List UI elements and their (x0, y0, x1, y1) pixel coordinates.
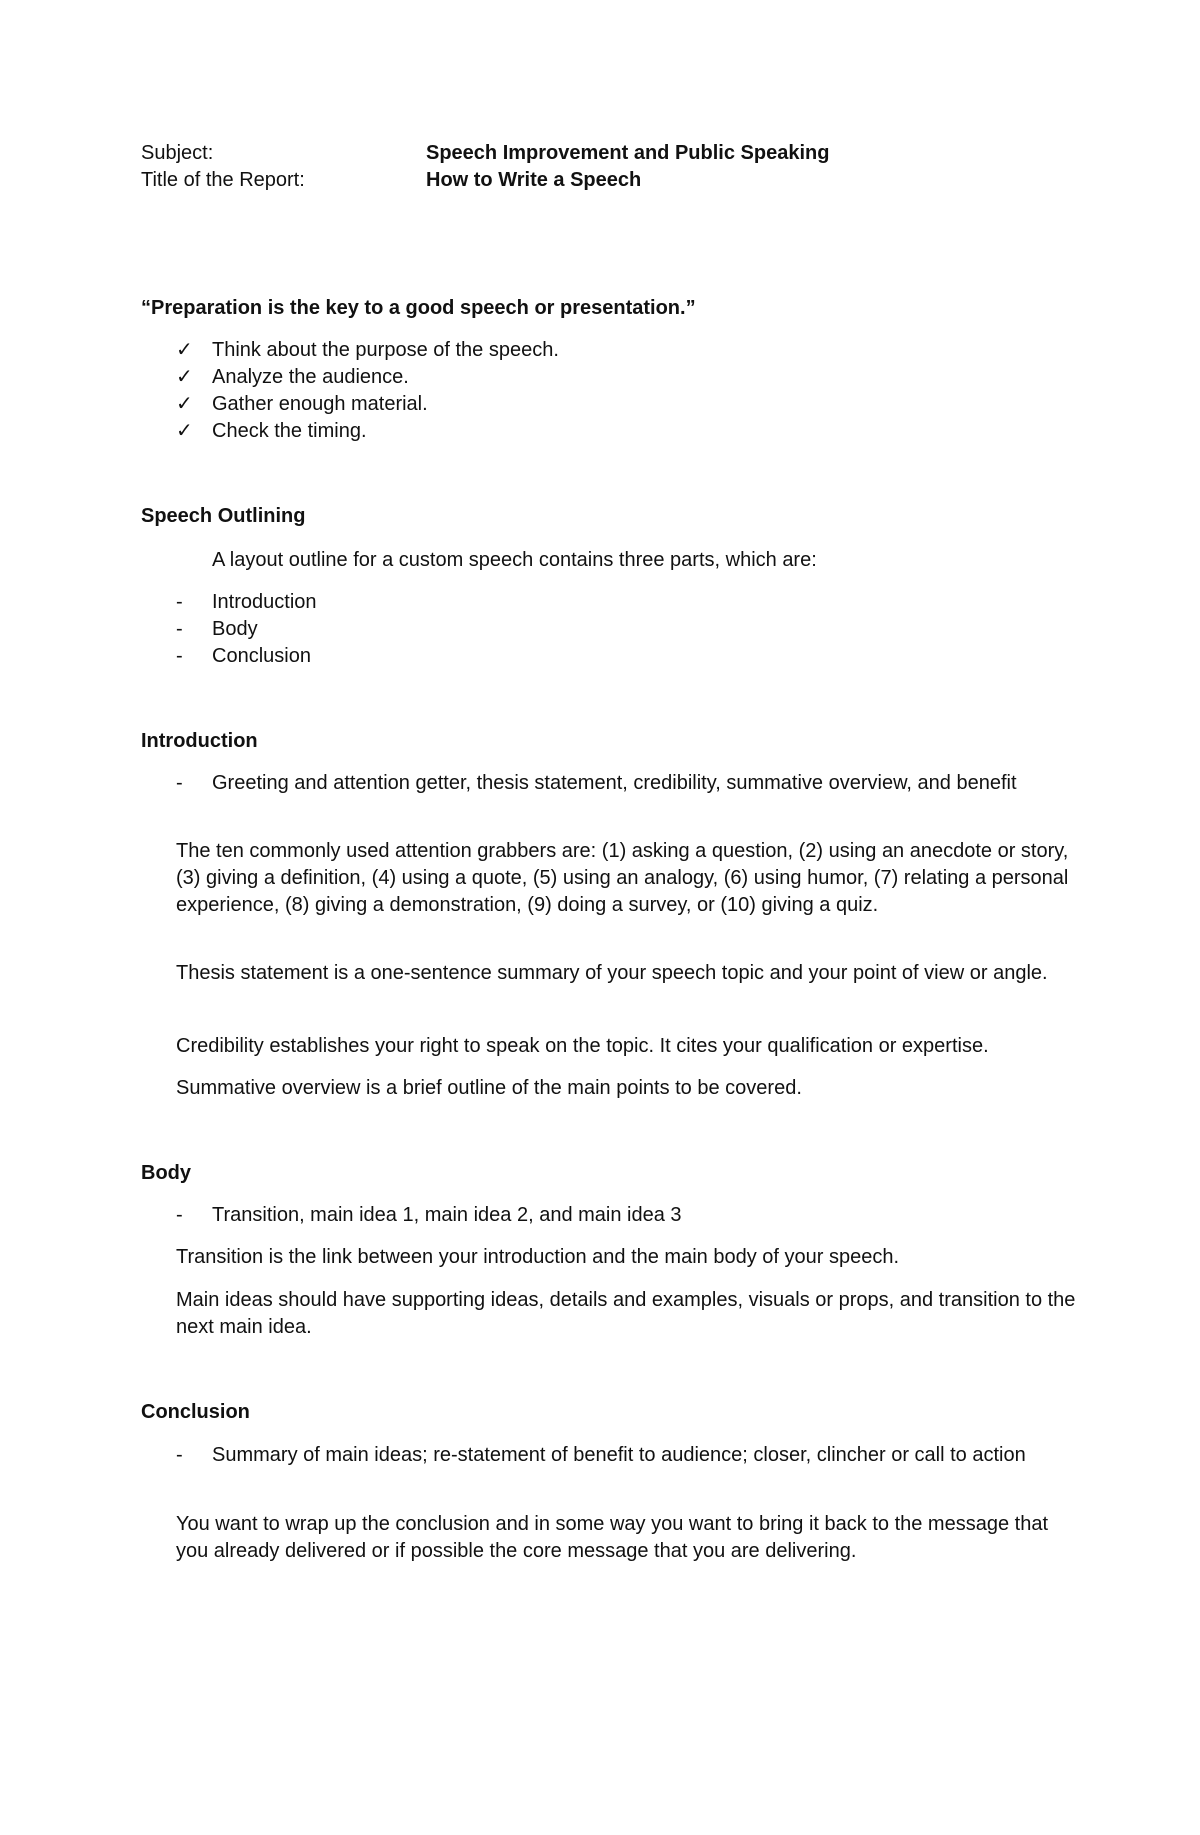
dash-icon: - (176, 772, 183, 794)
conclusion-paragraph: You want to wrap up the conclusion and in some way you want to bring it back to the message that you already delivered or if possible the core message that you are delivering. (176, 1513, 1049, 1562)
list-item-text: Gather enough material. (212, 393, 428, 415)
outlining-heading: Speech Outlining (141, 505, 306, 527)
introduction-paragraph: Thesis statement is a one-sentence summary of your speech topic and your point of view or angle. (176, 962, 1048, 984)
body-bullet: Transition, main idea 1, main idea 2, and main idea 3 (212, 1204, 682, 1226)
introduction-paragraph: Credibility establishes your right to speak on the topic. It cites your qualification or expertise. (176, 1035, 989, 1057)
dash-icon: - (176, 618, 183, 640)
subject-value: Speech Improvement and Public Speaking (426, 142, 830, 164)
check-icon: ✓ (176, 393, 193, 415)
body-paragraph: Main ideas should have supporting ideas, details and examples, visuals or props, and transition to the next main idea. (176, 1289, 1076, 1338)
dash-icon: - (176, 1204, 183, 1226)
conclusion-heading: Conclusion (141, 1401, 250, 1423)
title-value: How to Write a Speech (426, 169, 642, 191)
subject-label: Subject: (141, 142, 214, 164)
title-label: Title of the Report: (141, 169, 305, 191)
list-item-text: Introduction (212, 591, 317, 613)
outlining-intro: A layout outline for a custom speech contains three parts, which are: (212, 549, 817, 571)
list-item-text: Analyze the audience. (212, 366, 409, 388)
introduction-heading: Introduction (141, 730, 258, 752)
body-heading: Body (141, 1162, 191, 1184)
introduction-bullet: Greeting and attention getter, thesis statement, credibility, summative overview, and benefit (212, 772, 1017, 794)
list-item-text: Body (212, 618, 258, 640)
body-paragraph: Transition is the link between your introduction and the main body of your speech. (176, 1246, 900, 1268)
check-icon: ✓ (176, 339, 193, 361)
check-icon: ✓ (176, 420, 193, 442)
list-item-text: Check the timing. (212, 420, 367, 442)
quote: “Preparation is the key to a good speech or presentation.” (141, 297, 696, 319)
check-icon: ✓ (176, 366, 193, 388)
conclusion-bullet: Summary of main ideas; re-statement of benefit to audience; closer, clincher or call to action (212, 1444, 1026, 1466)
dash-icon: - (176, 645, 183, 667)
dash-icon: - (176, 591, 183, 613)
introduction-paragraph: The ten commonly used attention grabbers are: (1) asking a question, (2) using an anecdote or story, (3) giving a definition, (4) using a quote, (5) using an analogy, (6) using humor, (7) relating a personal experience, (8) giving a demonstration, (9) doing a survey, or (10) giving a quiz. (176, 840, 1069, 916)
dash-icon: - (176, 1444, 183, 1466)
list-item-text: Conclusion (212, 645, 311, 667)
list-item-text: Think about the purpose of the speech. (212, 339, 559, 361)
introduction-paragraph: Summative overview is a brief outline of the main points to be covered. (176, 1077, 802, 1099)
